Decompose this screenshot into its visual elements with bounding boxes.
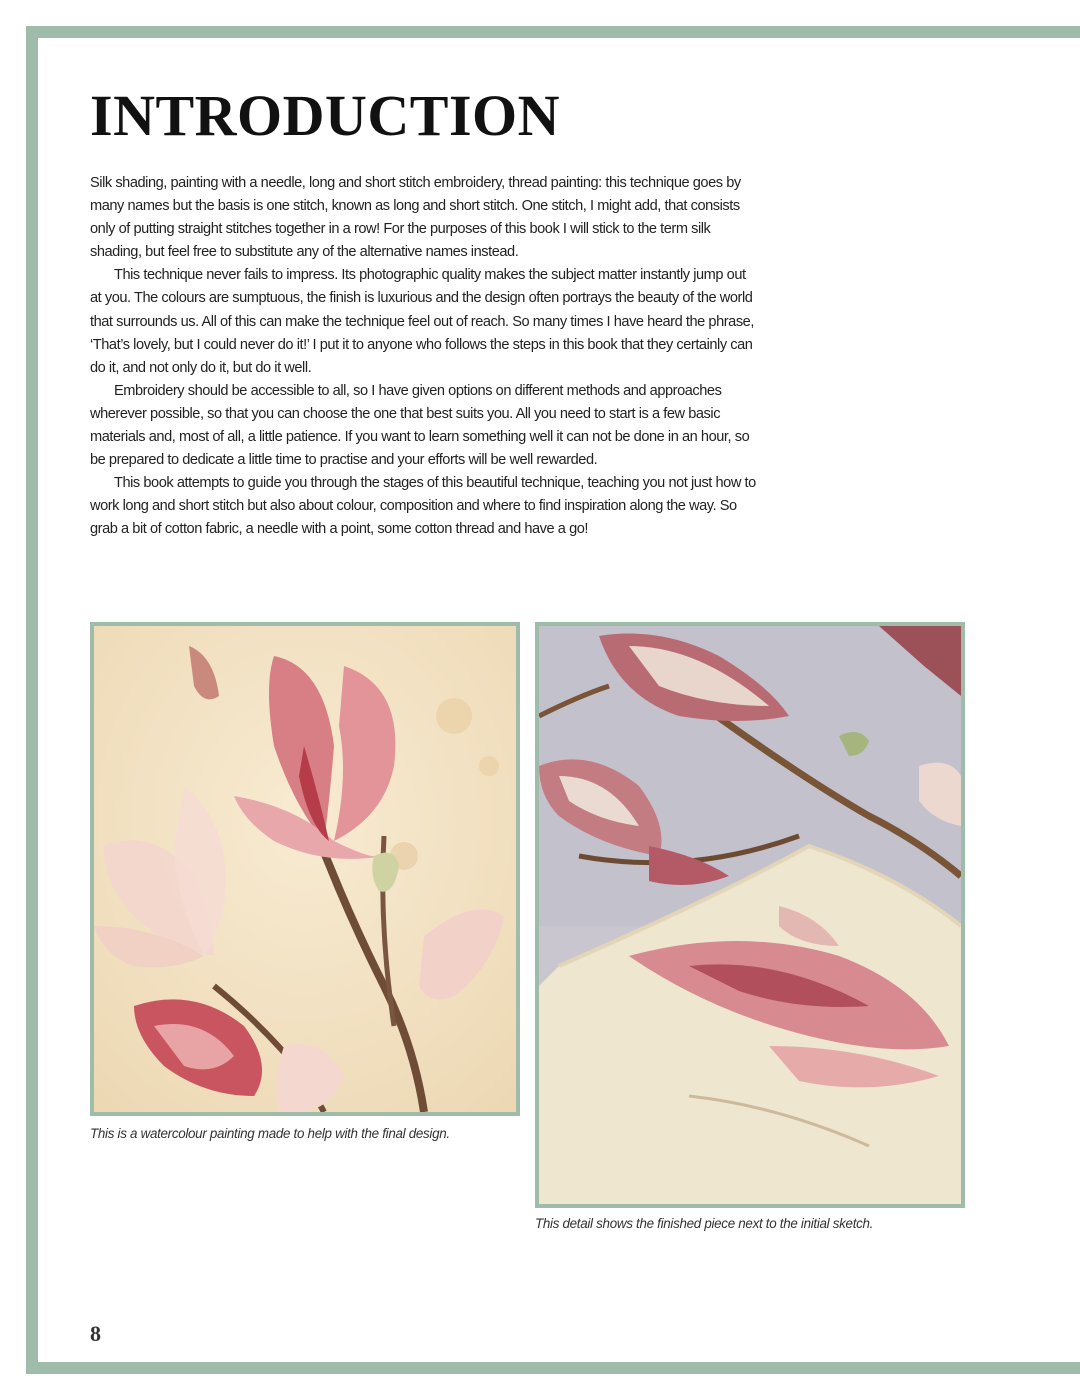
- intro-text: [90, 172, 758, 542]
- intro-paragraph: Silk shading, painting with a needle, long and short stitch embroidery, thread painting: this technique goes by many names but the basis is one stitch, known as long and short stitch. One stitch, I might add, that consists only of putting straight stitches together in a row! For the purposes of this book I will stick to the term silk shading, but feel free to substitute any of the alternative names instead.: [90, 175, 741, 261]
- intro-paragraph: This book attempts to guide you through the stages of this beautiful technique, teaching you not just how to work long and short stitch but also about colour, composition and where to find inspiration along the way. So grab a bit of cotton fabric, a needle with a point, some cotton thread and have a go!: [90, 475, 756, 538]
- page-frame-bottom: [26, 1362, 1080, 1374]
- page-frame-left: [26, 26, 38, 1374]
- watercolour-magnolia-illustration: [94, 626, 516, 1112]
- page-title: INTRODUCTION: [90, 83, 561, 148]
- watercolour-magnolia-image: [90, 622, 520, 1116]
- intro-paragraph: This technique never fails to impress. Its photographic quality makes the subject matter instantly jump out at you. The colours are sumptuous, the finish is luxurious and the design often portrays the beauty of the world that surrounds us. All of this can make the technique feel out of reach. So many times I have heard the phrase, ‘That’s lovely, but I could never do it!’ I put it to anyone who follows the steps in this book that they certainly can do it, and not only do it, but do it well.: [90, 267, 754, 376]
- page-frame-top: [26, 26, 1080, 38]
- figure-caption: This detail shows the finished piece next to the initial sketch.: [535, 1216, 874, 1231]
- embroidery-detail-image: [535, 622, 965, 1208]
- figure-caption: This is a watercolour painting made to help with the final design.: [90, 1126, 450, 1141]
- intro-paragraph: Embroidery should be accessible to all, so I have given options on different methods and approaches wherever possible, so that you can choose the one that best suits you. All you need to start is a few basic materials and, most of all, a little patience. If you want to learn something well it can not be done in an hour, so be prepared to dedicate a little time to practise and your efforts will be well rewarded.: [90, 382, 750, 469]
- embroidery-detail-illustration: [539, 626, 961, 1204]
- page-number: 8: [90, 1321, 101, 1346]
